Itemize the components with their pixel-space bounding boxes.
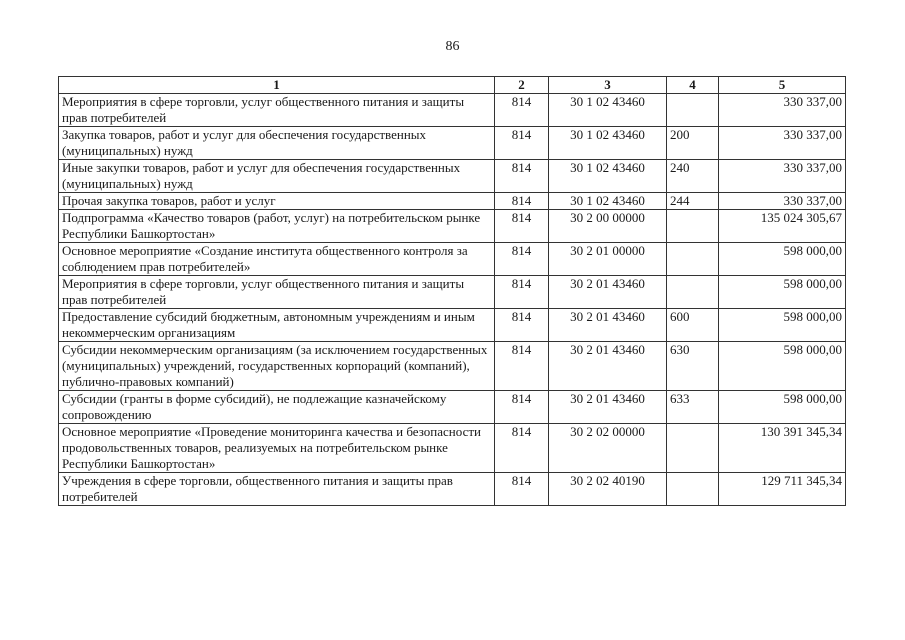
row-expense-type: 600 — [667, 309, 719, 342]
row-code: 814 — [495, 127, 549, 160]
table-row — [59, 342, 846, 391]
row-amount: 330 337,00 — [719, 127, 846, 160]
row-target-article: 30 2 01 43460 — [549, 342, 667, 391]
table-row — [59, 473, 846, 506]
row-name: Основное мероприятие «Проведение мониторинга качества и безопасности продовольственных товаров, реализуемых на потребительском рынке Республики Башкортостан» — [59, 424, 495, 473]
row-expense-type — [667, 473, 719, 506]
row-amount: 598 000,00 — [719, 243, 846, 276]
row-amount: 130 391 345,34 — [719, 424, 846, 473]
row-name: Субсидии (гранты в форме субсидий), не подлежащие казначейскому сопровождению — [59, 391, 495, 424]
row-amount: 135 024 305,67 — [719, 210, 846, 243]
row-name: Субсидии некоммерческим организациям (за исключением государственных (муниципальных) учреждений, государственных корпораций (компаний), публично-правовых компаний) — [59, 342, 495, 391]
table-row — [59, 276, 846, 309]
row-expense-type — [667, 94, 719, 127]
row-code: 814 — [495, 210, 549, 243]
row-amount: 598 000,00 — [719, 276, 846, 309]
column-header-3: 3 — [549, 77, 667, 94]
row-expense-type: 630 — [667, 342, 719, 391]
row-amount: 330 337,00 — [719, 160, 846, 193]
table-row — [59, 391, 846, 424]
table-row — [59, 160, 846, 193]
table-row — [59, 210, 846, 243]
row-target-article: 30 1 02 43460 — [549, 127, 667, 160]
row-target-article: 30 2 01 43460 — [549, 276, 667, 309]
row-amount: 598 000,00 — [719, 391, 846, 424]
row-amount: 598 000,00 — [719, 309, 846, 342]
row-expense-type — [667, 276, 719, 309]
row-name: Учреждения в сфере торговли, общественного питания и защиты прав потребителей — [59, 473, 495, 506]
row-code: 814 — [495, 94, 549, 127]
row-expense-type: 633 — [667, 391, 719, 424]
budget-table — [58, 76, 846, 506]
row-code: 814 — [495, 193, 549, 210]
table-header-row — [59, 77, 846, 94]
row-target-article: 30 2 02 00000 — [549, 424, 667, 473]
table-row — [59, 424, 846, 473]
row-code: 814 — [495, 473, 549, 506]
row-expense-type — [667, 210, 719, 243]
table-row — [59, 243, 846, 276]
table-row — [59, 193, 846, 210]
table-row — [59, 309, 846, 342]
column-header-1: 1 — [59, 77, 495, 94]
row-expense-type: 244 — [667, 193, 719, 210]
column-header-4: 4 — [667, 77, 719, 94]
row-target-article: 30 1 02 43460 — [549, 193, 667, 210]
row-name: Подпрограмма «Качество товаров (работ, услуг) на потребительском рынке Республики Башкортостан» — [59, 210, 495, 243]
column-header-2: 2 — [495, 77, 549, 94]
row-name: Основное мероприятие «Создание института общественного контроля за соблюдением прав потребителей» — [59, 243, 495, 276]
row-expense-type — [667, 424, 719, 473]
table-row — [59, 94, 846, 127]
row-code: 814 — [495, 243, 549, 276]
page-number: 86 — [445, 39, 460, 54]
column-header-5: 5 — [719, 77, 846, 94]
row-target-article: 30 2 01 00000 — [549, 243, 667, 276]
row-target-article: 30 2 01 43460 — [549, 391, 667, 424]
row-code: 814 — [495, 309, 549, 342]
row-expense-type — [667, 243, 719, 276]
row-amount: 129 711 345,34 — [719, 473, 846, 506]
row-code: 814 — [495, 276, 549, 309]
row-amount: 330 337,00 — [719, 94, 846, 127]
row-name: Предоставление субсидий бюджетным, автономным учреждениям и иным некоммерческим организациям — [59, 309, 495, 342]
row-name: Иные закупки товаров, работ и услуг для обеспечения государственных (муниципальных) нужд — [59, 160, 495, 193]
row-target-article: 30 2 01 43460 — [549, 309, 667, 342]
row-target-article: 30 2 02 40190 — [549, 473, 667, 506]
row-name: Мероприятия в сфере торговли, услуг общественного питания и защиты прав потребителей — [59, 276, 495, 309]
row-target-article: 30 2 00 00000 — [549, 210, 667, 243]
row-name: Прочая закупка товаров, работ и услуг — [59, 193, 495, 210]
row-expense-type: 200 — [667, 127, 719, 160]
row-amount: 598 000,00 — [719, 342, 846, 391]
row-code: 814 — [495, 160, 549, 193]
row-amount: 330 337,00 — [719, 193, 846, 210]
row-expense-type: 240 — [667, 160, 719, 193]
table-row — [59, 127, 846, 160]
row-name: Закупка товаров, работ и услуг для обеспечения государственных (муниципальных) нужд — [59, 127, 495, 160]
row-code: 814 — [495, 424, 549, 473]
row-target-article: 30 1 02 43460 — [549, 94, 667, 127]
row-code: 814 — [495, 342, 549, 391]
row-code: 814 — [495, 391, 549, 424]
row-name: Мероприятия в сфере торговли, услуг общественного питания и защиты прав потребителей — [59, 94, 495, 127]
row-target-article: 30 1 02 43460 — [549, 160, 667, 193]
